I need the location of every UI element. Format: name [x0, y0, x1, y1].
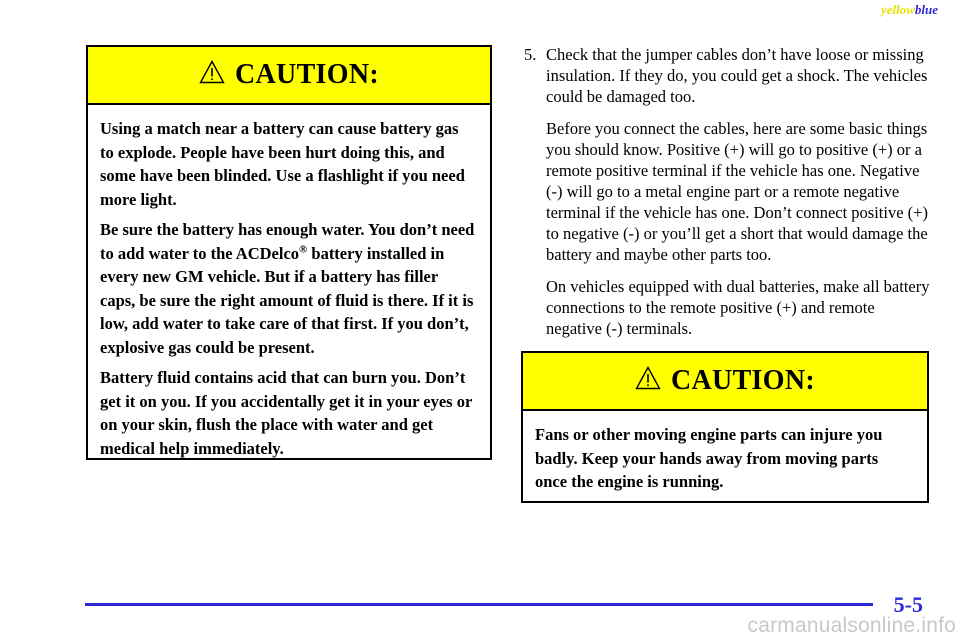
caution-paragraph — [100, 218, 476, 359]
registered-mark: ® — [299, 243, 308, 255]
page-number: 5-5 — [893, 592, 923, 617]
color-tag-yellow: yellow — [880, 2, 915, 17]
caution-body — [523, 411, 927, 494]
warning-triangle-icon — [635, 366, 661, 390]
caution-text: Be sure the battery has enough water. You don’t need to add water to the ACDelco — [100, 220, 475, 263]
caution-paragraph: Battery fluid contains acid that can burn you. Don’t get it on you. If you accidentally get it in your eyes or on your skin, flush the place with water and get medical help immediately. — [100, 368, 472, 458]
color-tag — [881, 2, 938, 18]
step-text: Check that the jumper cables don’t have loose or missing insulation. If they do, you could get a shock. The vehicles could be damaged too. — [546, 45, 928, 106]
caution-title: CAUTION: — [235, 59, 379, 90]
caution-box-battery — [86, 45, 492, 460]
watermark: carmanualsonline.info — [747, 614, 956, 637]
body-paragraph: Before you connect the cables, here are some basic things you should know. Positive (+) will go to positive (+) or a remote positive terminal if the vehicle has one. Negative (-) will go to a metal engine part or a remote negative terminal if the vehicle has one. Don’t connect positive (+) to negative (-) or you’ll get a short that would damage the battery and maybe other parts too. — [546, 119, 928, 264]
warning-triangle-icon — [199, 60, 225, 84]
instruction-column — [524, 44, 934, 339]
footer-rule — [85, 603, 873, 606]
step-number: 5. — [524, 45, 537, 64]
step-item — [524, 44, 934, 107]
caution-paragraph: Using a match near a battery can cause battery gas to explode. People have been hurt doing this, and some have been blinded. Use a flashlight if you need more light. — [100, 119, 465, 209]
caution-paragraph: Fans or other moving engine parts can injure you badly. Keep your hands away from moving parts once the engine is running. — [535, 425, 883, 491]
caution-box-fans — [521, 351, 929, 503]
body-paragraph: On vehicles equipped with dual batteries, make all battery connections to the remote positive (+) and remote negative (-) terminals. — [546, 277, 930, 338]
caution-header — [523, 353, 927, 411]
caution-text: battery installed in every new GM vehicle. But if a battery has filler caps, be sure the right amount of fluid is there. If it is low, add water to take care of that first. If you don’t, explosive gas could be present. — [100, 243, 474, 357]
caution-body — [88, 105, 490, 460]
caution-header — [88, 47, 490, 105]
color-tag-blue: blue — [914, 2, 938, 17]
caution-title: CAUTION: — [671, 365, 815, 396]
